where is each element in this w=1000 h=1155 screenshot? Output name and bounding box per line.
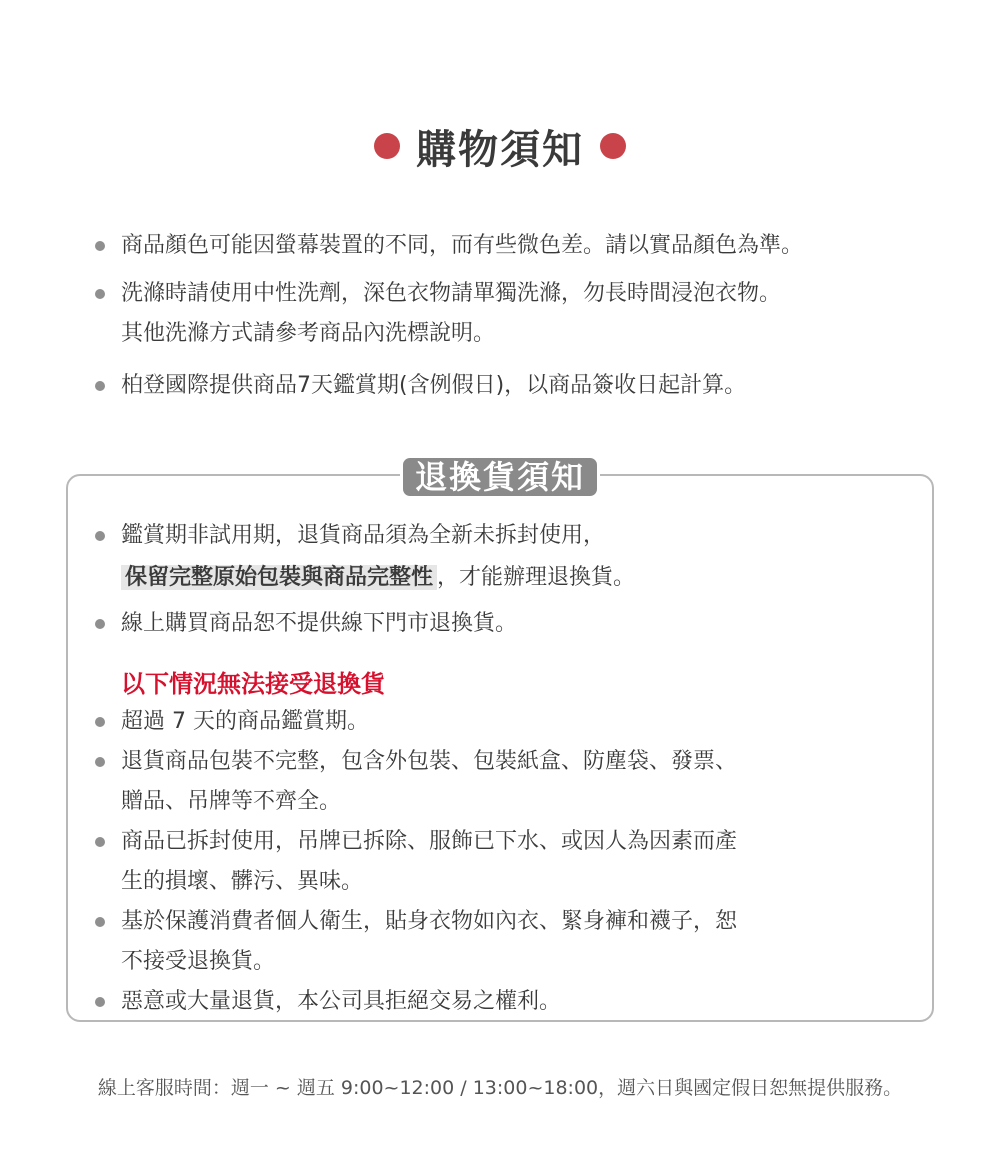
- red-dot-icon: [600, 133, 626, 159]
- bullet-icon: [95, 619, 105, 629]
- bullet-icon: [95, 997, 105, 1007]
- bullet-icon: [95, 289, 105, 299]
- bullet-icon: [95, 241, 105, 251]
- note-text: 鑑賞期非試用期，退貨商品須為全新未拆封使用，: [121, 523, 606, 548]
- shopping-notes-list: [95, 226, 803, 406]
- list-item: [95, 226, 803, 266]
- list-item: [95, 702, 737, 742]
- condition-text: 超過 7 天的商品鑑賞期。: [121, 709, 369, 734]
- returns-notes-list: [95, 516, 635, 644]
- condition-text: 退貨商品包裝不完整，包含外包裝、包裝紙盒、防塵袋、發票、: [121, 749, 738, 774]
- list-item: [95, 742, 737, 822]
- note-text: 線上購買商品恕不提供線下門市退換貨。: [121, 611, 518, 636]
- condition-text: 基於保護消費者個人衛生，貼身衣物如內衣、緊身褲和襪子，恕: [121, 909, 738, 934]
- service-hours-footer: 線上客服時間：週一 ~ 週五 9:00~12:00 / 13:00~18:00，週六日與國定假日恕無提供服務。: [97, 1077, 903, 1099]
- note-text: 洗滌時請使用中性洗劑，深色衣物請單獨洗滌，勿長時間浸泡衣物。: [121, 281, 782, 306]
- list-item: [95, 516, 635, 598]
- note-text: ，才能辦理退換貨。: [437, 565, 636, 590]
- condition-text: 不接受退換貨。: [121, 949, 276, 974]
- note-text: 柏登國際提供商品7天鑑賞期(含例假日)，以商品簽收日起計算。: [121, 373, 747, 398]
- returns-title-row: [0, 455, 1000, 499]
- note-text: 商品顏色可能因螢幕裝置的不同，而有些微色差。請以實品顏色為準。: [121, 233, 804, 258]
- note-text: 其他洗滌方式請參考商品內洗標說明。: [121, 321, 496, 346]
- list-item: [95, 604, 635, 644]
- condition-text: 生的損壞、髒污、異味。: [121, 869, 364, 894]
- bullet-icon: [95, 837, 105, 847]
- list-item: [95, 822, 737, 902]
- condition-text: 商品已拆封使用，吊牌已拆除、服飾已下水、或因人為因素而產: [121, 829, 738, 854]
- condition-text: 惡意或大量退貨，本公司具拒絕交易之權利。: [121, 989, 562, 1014]
- bullet-icon: [95, 381, 105, 391]
- bullet-icon: [95, 917, 105, 927]
- warning-heading: 以下情況無法接受退換貨: [121, 670, 385, 698]
- bullet-icon: [95, 717, 105, 727]
- note-text-line: [121, 558, 635, 598]
- red-dot-icon: [374, 133, 400, 159]
- list-item: [95, 982, 737, 1022]
- shopping-title: 購物須知: [416, 126, 584, 173]
- conditions-list: [95, 702, 737, 1022]
- condition-text: 贈品、吊牌等不齊全。: [121, 789, 342, 814]
- list-item: [95, 274, 803, 354]
- list-item: [95, 902, 737, 982]
- shopping-title-row: [0, 118, 1000, 174]
- returns-title-badge: 退換貨須知: [400, 455, 600, 499]
- bullet-icon: [95, 531, 105, 541]
- highlighted-text: 保留完整原始包裝與商品完整性: [121, 565, 437, 590]
- list-item: [95, 366, 803, 406]
- bullet-icon: [95, 757, 105, 767]
